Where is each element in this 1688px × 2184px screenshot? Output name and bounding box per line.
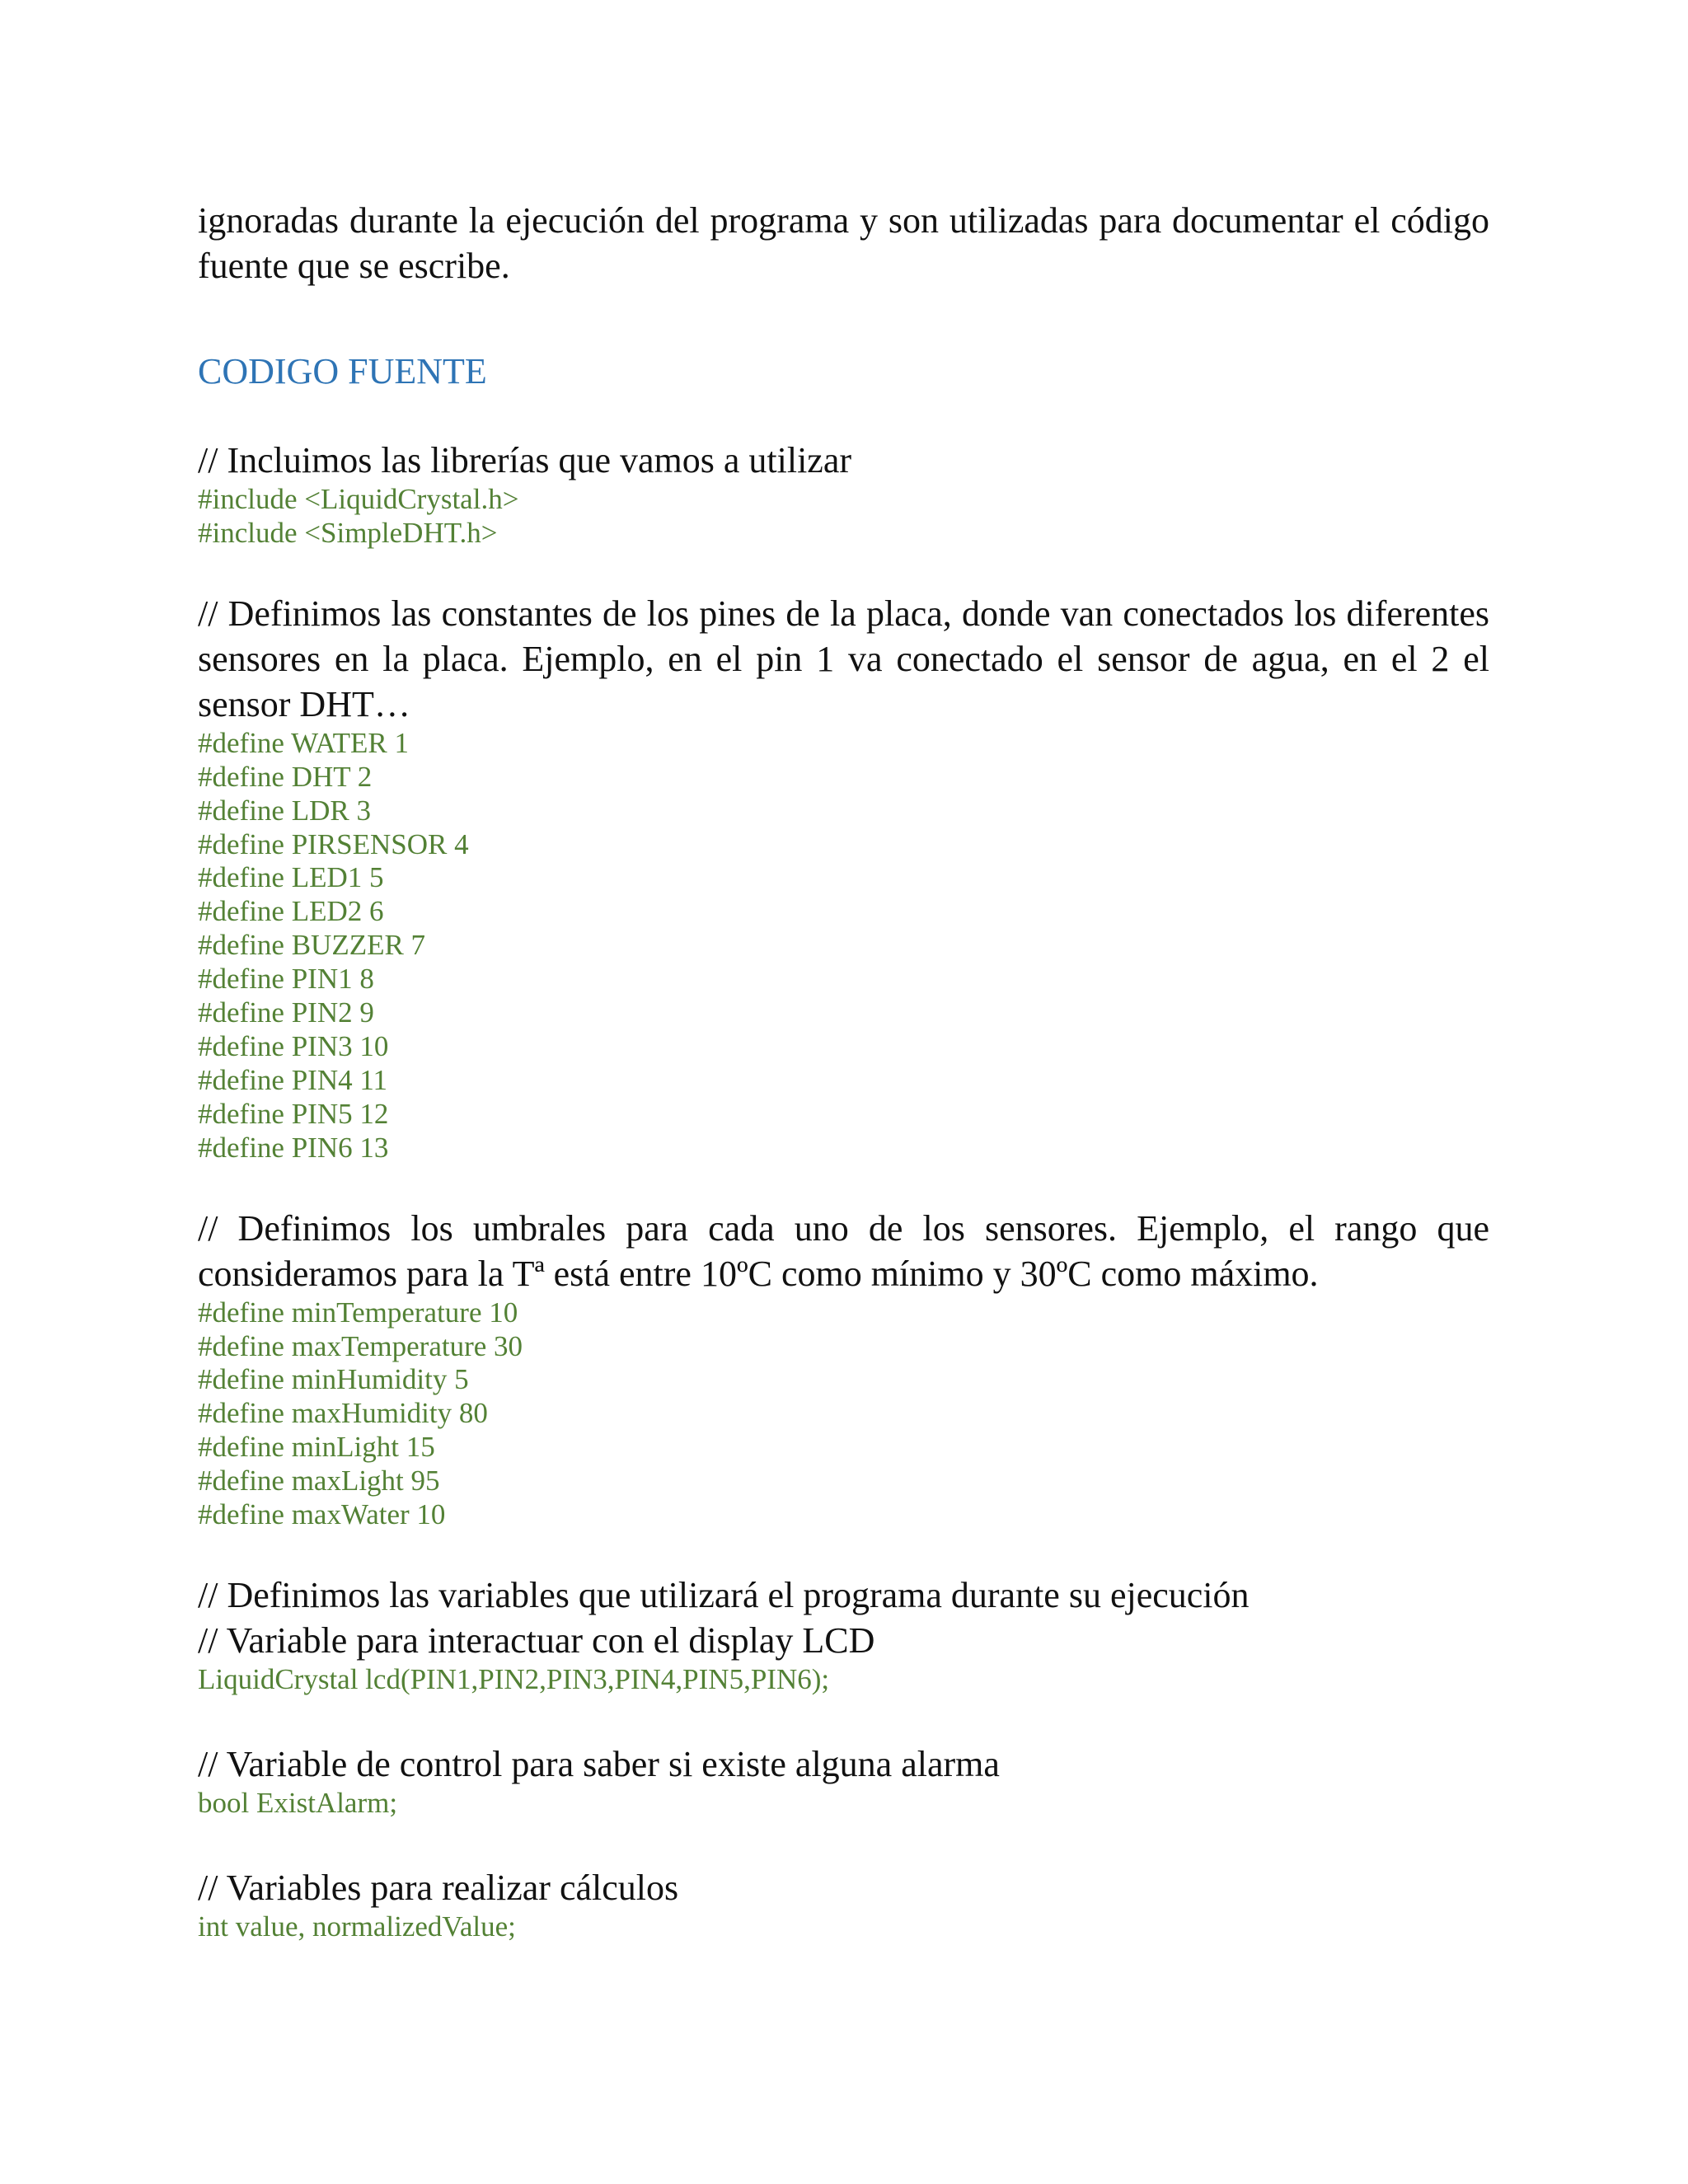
spacer — [198, 1165, 1489, 1206]
code-line: #define LED1 5 — [198, 861, 384, 894]
code-line: #define maxLight 95 — [198, 1465, 440, 1497]
calc-comment: // Variables para realizar cálculos — [198, 1867, 679, 1908]
lcd-code-block — [198, 1663, 1489, 1697]
code-line: #define maxHumidity 80 — [198, 1397, 488, 1430]
code-line: #define DHT 2 — [198, 760, 373, 793]
includes-comment: // Incluimos las librerías que vamos a utilizar — [198, 440, 852, 480]
variables-comment: // Definimos las variables que utilizará el programa durante su ejecución — [198, 1574, 1250, 1615]
spacer — [198, 1821, 1489, 1865]
code-line: #define minHumidity 5 — [198, 1363, 469, 1396]
thresholds-comment: // Definimos los umbrales para cada uno de los sensores. Ejemplo, el rango que consideramos para la Tª está entre 10ºC como mínimo y 30ºC como máximo. — [198, 1207, 1489, 1294]
spacer — [198, 394, 1489, 438]
code-line: #define PIN5 12 — [198, 1097, 389, 1130]
code-line: #include <LiquidCrystal.h> — [198, 483, 519, 515]
document-page — [198, 198, 1489, 1944]
code-line: #define maxWater 10 — [198, 1498, 446, 1531]
code-line: #define PIN2 9 — [198, 996, 374, 1029]
intro-paragraph: ignoradas durante la ejecución del programa y son utilizadas para documentar el código fuente que se escribe. — [198, 200, 1489, 286]
code-line: #define minTemperature 10 — [198, 1296, 518, 1329]
includes-code-block — [198, 483, 1489, 551]
alarm-comment: // Variable de control para saber si existe alguna alarma — [198, 1743, 1000, 1784]
code-line: #define LED2 6 — [198, 895, 384, 928]
code-line: #include <SimpleDHT.h> — [198, 516, 498, 549]
calc-code-block — [198, 1910, 1489, 1944]
section-heading: CODIGO FUENTE — [198, 351, 487, 391]
code-line: #define BUZZER 7 — [198, 929, 426, 962]
code-line: #define minLight 15 — [198, 1431, 435, 1464]
code-line: LiquidCrystal lcd(PIN1,PIN2,PIN3,PIN4,PIN5,PIN6); — [198, 1662, 830, 1695]
code-line: #define PIN3 10 — [198, 1029, 389, 1062]
code-line: #define WATER 1 — [198, 726, 409, 759]
pins-comment: // Definimos las constantes de los pines de la placa, donde van conectados los diferentes sensores en la placa. Ejemplo, en el pin 1 va conectado el sensor de agua, en el 2 el sensor DHT… — [198, 593, 1489, 724]
spacer — [198, 1532, 1489, 1572]
pins-code-block — [198, 727, 1489, 1165]
code-line: #define LDR 3 — [198, 794, 371, 827]
code-line: #define maxTemperature 30 — [198, 1329, 523, 1362]
code-line: bool ExistAlarm; — [198, 1786, 398, 1819]
spacer — [198, 551, 1489, 591]
code-line: #define PIN4 11 — [198, 1063, 388, 1096]
code-line: #define PIN6 13 — [198, 1131, 389, 1164]
lcd-comment: // Variable para interactuar con el display LCD — [198, 1619, 875, 1661]
thresholds-code-block — [198, 1296, 1489, 1532]
alarm-code-block — [198, 1787, 1489, 1821]
code-line: int value, normalizedValue; — [198, 1910, 516, 1943]
spacer — [198, 1697, 1489, 1741]
code-line: #define PIRSENSOR 4 — [198, 827, 469, 860]
code-line: #define PIN1 8 — [198, 963, 374, 996]
